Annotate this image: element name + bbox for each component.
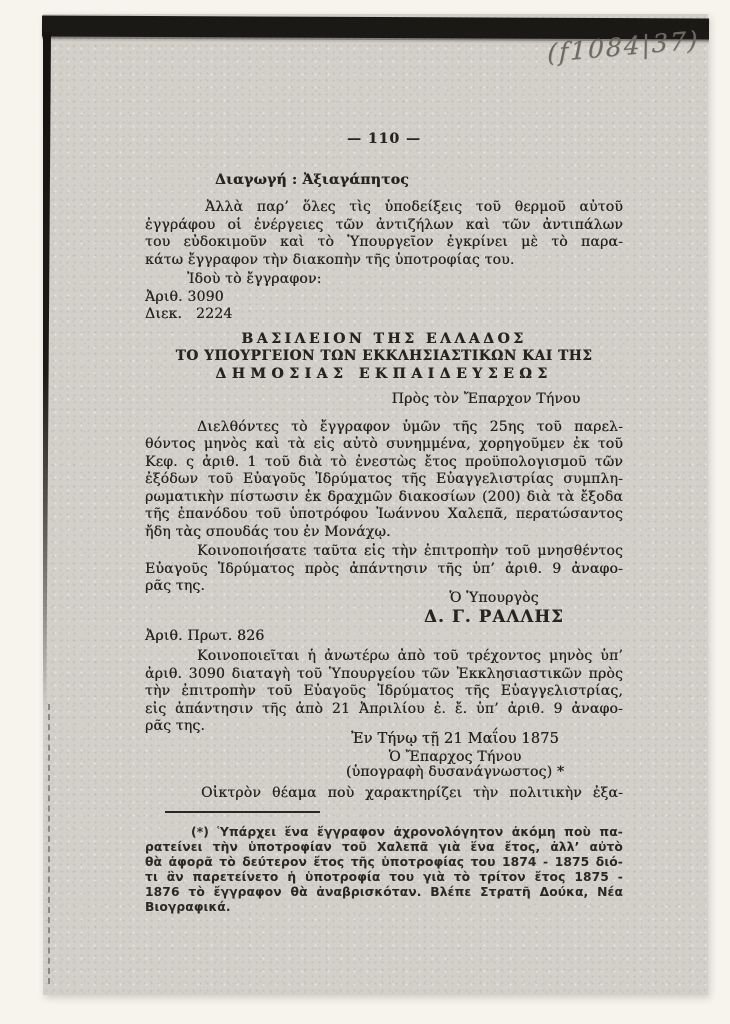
signature-eparch-note: (ὑπογραφὴ δυσανάγνωστος) *: [345, 764, 565, 780]
footnote-line: Βιογραφικά.: [145, 899, 231, 914]
date-and-signature-eparch: [325, 731, 585, 782]
paragraph-line: τῆς ἐπανόδου τοῦ ὑποτρόφου Ἰωάννου Χαλεπᾶ, περατώσαντος: [145, 506, 623, 522]
paragraph-communicated: [145, 648, 623, 736]
paragraph-line: Κοινοποιήσατε ταῦτα εἰς τὴν ἐπιτροπὴν τοῦ μνησθέντος: [197, 543, 623, 559]
paragraph-intro: [145, 199, 623, 269]
paragraph-line: θόντος μηνὸς καὶ τὰ εἰς αὐτὸ συνημμένα, χορηγοῦμεν ἐκ τοῦ: [145, 436, 623, 452]
ministry-heading: [145, 331, 623, 384]
page-number: — 110 —: [347, 131, 421, 147]
scan-left-dashed-edge: [48, 704, 50, 984]
scanned-page: [43, 14, 708, 995]
text-column: [145, 131, 623, 915]
paragraph-line: Διελθόντες τὸ ἔγγραφον ὑμῶν τῆς 25ης τοῦ παρελ-: [197, 418, 623, 435]
paragraph-line: Κοινοποιεῖται ἡ ἀνωτέρω ἀπὸ τοῦ τρέχοντος μηνὸς ὑπ’: [197, 648, 623, 664]
signature-eparch-role: Ὁ Ἔπαρχος Τήνου: [388, 748, 522, 765]
paragraph-line: εἰς ἀπάντησιν τῆς ἀπὸ 21 Ἀπριλίου ἐ. ἔ. ὑπ’ ἀριθ. 9 ἀναφο-: [145, 700, 623, 717]
paragraph-line: ἐγγράφου οἱ ἐνέργειες τῶν ἀντιζήλων καὶ τῶν ἀντιπάλων: [145, 216, 623, 233]
paragraph-line: ρωματικὴν πίστωσιν ἐκ δραχμῶν διακοσίων (200) διὰ τὰ ἔξοδα: [145, 488, 623, 505]
scan-left-edge-artifact: [43, 32, 51, 712]
footnote-line: ρατείνει τὴν ὑποτροφίαν τοῦ Χαλεπᾶ γιὰ ἕνα ἔτος, ἀλλ’ αὐτὸ: [145, 839, 623, 854]
footnote-line: (*) Ὑπάρχει ἕνα ἔγγραφον ἀχρονολόγητον ἀκόμη ποὺ πα-: [191, 824, 623, 839]
paragraph-grant: [145, 419, 623, 542]
signature-minister-name: Δ. Γ. ΡΑΛΛΗΣ: [424, 606, 564, 626]
conduct-line: Διαγωγή : Ἀξιαγάπητος: [215, 171, 409, 188]
paragraph-notify: [145, 543, 623, 596]
idou-line: Ἰδοὺ τὸ ἔγγραφον:: [187, 271, 322, 287]
protocol-number: Ἀριθ. Πρωτ. 826: [145, 627, 265, 644]
addressee-line: Πρὸς τὸν Ἔπαρχον Τήνου: [391, 391, 581, 407]
footnote: [145, 825, 623, 915]
paragraph-line: ἀριθ. 3090 διαταγὴ τοῦ Ὑπουργείου τῶν Ἐκκλησιαστικῶν πρὸς: [145, 665, 623, 682]
handwritten-annotation: (f1084|37): [547, 25, 700, 68]
heading-education: ΔΗΜΟΣΙΑΣ ΕΚΠΑΙΔΕΥΣΕΩΣ: [215, 365, 553, 382]
dateline: Ἐν Τήνῳ τῇ 21 Μαΐου 1875: [351, 731, 559, 747]
closing-line: Οἰκτρὸν θέαμα ποὺ χαρακτηρίζει τὴν πολιτικὴν ἐξα-: [201, 785, 623, 801]
footnote-rule: [165, 811, 320, 813]
heading-ministry: ΤΟ ΥΠΟΥΡΓΕΙΟΝ ΤΩΝ ΕΚΚΛΗΣΙΑΣΤΙΚΩΝ ΚΑΙ ΤΗΣ: [175, 348, 593, 364]
signature-minister-role: Ὁ Ὑπουργὸς: [449, 590, 539, 606]
footnote-line: θὰ ἀφορᾶ τὸ δεύτερον ἔτος τῆς ὑποτροφίας του 1874 - 1875 διό-: [145, 854, 623, 869]
signature-minister: [379, 590, 609, 626]
paragraph-line: Εὐαγοῦς Ἱδρύματος πρὸς ἀπάντησιν τῆς ὑπ’ ἀριθ. 9 ἀναφο-: [145, 560, 623, 577]
paragraph-line: του εὐδοκιμοῦν καὶ τὸ Ὑπουργεῖον ἐγκρίνει μὲ τὸ παρα-: [145, 234, 623, 250]
footnote-line: τι ἂν παρετείνετο ἡ ὑποτροφία του γιὰ τὸ τρίτον ἔτος 1875 -: [145, 869, 623, 884]
paragraph-line: Κεφ. ς ἀριθ. 1 τοῦ διὰ τὸ ἐνεστὼς ἔτος προϋπολογισμοῦ τῶν: [145, 453, 623, 470]
paragraph-line: ρᾶς της.: [145, 578, 205, 594]
paragraph-line: ρᾶς της.: [145, 718, 205, 734]
paragraph-line: Ἀλλὰ παρ’ ὅλες τὶς ὑποδείξεις τοῦ θερμοῦ αὐτοῦ: [205, 199, 623, 215]
heading-kingdom: ΒΑΣΙΛΕΙΟΝ ΤΗΣ ΕΛΛΑΔΟΣ: [241, 330, 527, 347]
document-number-arith: Ἀριθ. 3090: [145, 288, 224, 305]
paragraph-line: κάτω ἔγγραφον τὴν διακοπὴν τῆς ὑποτροφίας του.: [145, 251, 515, 268]
paragraph-line: ἤδη τὰς σπουδάς του ἐν Μονάχῳ.: [145, 523, 391, 540]
paragraph-line: ἐξόδων τοῦ Εὐαγοῦς Ἱδρύματος τῆς Εὐαγγελιστρίας συμπλη-: [145, 471, 623, 487]
paragraph-line: τὴν ἐπιτροπὴν τοῦ Εὐαγοῦς Ἱδρύματος τῆς Εὐαγγελιστρίας,: [145, 683, 623, 699]
footnote-line: 1876 τὸ ἔγγραφον θὰ ἀναβρισκόταν. Βλέπε Στρατῆ Δούκα, Νέα: [145, 884, 623, 899]
document-number-diek: Διεκ. 2224: [145, 306, 233, 322]
